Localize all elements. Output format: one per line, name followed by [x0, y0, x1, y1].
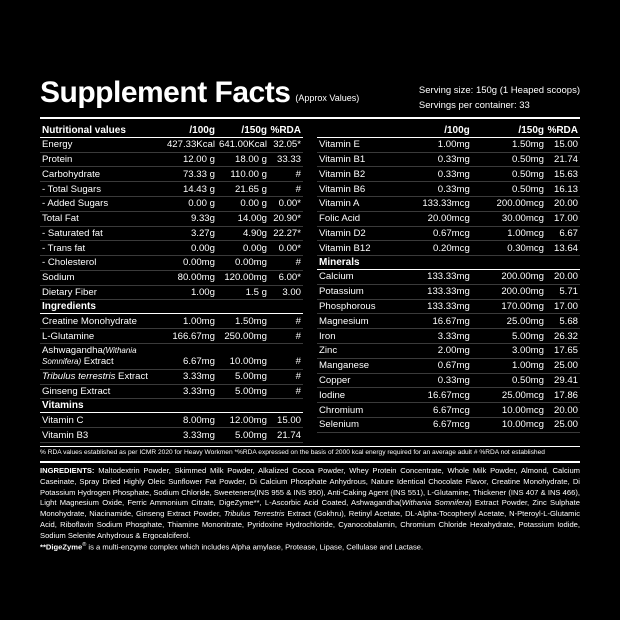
row-100g: 166.67mg [167, 329, 215, 344]
row-label: Creatine Monohydrate [40, 314, 167, 329]
col-header-name [317, 123, 401, 137]
row-150g: 120.00mg [215, 270, 267, 285]
row-150g: 110.00 g [215, 167, 267, 182]
table-row [40, 369, 303, 384]
row-label: Chromium [317, 403, 401, 418]
row-100g: 80.00mg [167, 270, 215, 285]
table-row [317, 358, 580, 373]
table-row [40, 384, 303, 399]
row-100g: 8.00mg [167, 413, 215, 428]
col-header-150g: /150g [470, 123, 544, 137]
col-header-name: Nutritional values [40, 123, 167, 137]
row-150g: 1.00mg [470, 358, 544, 373]
header-divider [40, 117, 580, 119]
row-rda: 15.00 [544, 137, 580, 152]
row-100g: 14.43 g [167, 182, 215, 197]
row-label: Sodium [40, 270, 167, 285]
row-rda: 17.00 [544, 211, 580, 226]
row-100g: 3.33mg [401, 329, 469, 344]
row-rda: 6.00* [267, 270, 303, 285]
left-column [40, 123, 310, 442]
row-rda: 22.27* [267, 226, 303, 241]
row-label-main: Ashwagandha [42, 345, 103, 357]
table-row [40, 152, 303, 167]
row-rda: 21.74 [267, 428, 303, 443]
row-rda: 6.67 [544, 226, 580, 241]
row-rda: 25.00 [544, 417, 580, 432]
row-100g: 20.00mcg [401, 211, 469, 226]
row-150g: 5.00mg [215, 369, 267, 384]
row-100g: 6.67mg [167, 343, 215, 369]
nutritional-values-table [40, 123, 303, 442]
row-rda: 0.00* [267, 196, 303, 211]
row-label: Vitamin B1 [317, 152, 401, 167]
row-150g: 641.00Kcal [215, 137, 267, 152]
table-row [40, 270, 303, 285]
panel-body [40, 78, 580, 553]
row-rda: 15.00 [267, 413, 303, 428]
row-rda: # [267, 314, 303, 329]
row-rda: 29.41 [544, 373, 580, 388]
row-150g: 14.00g [215, 211, 267, 226]
table-row [317, 152, 580, 167]
row-label: Total Fat [40, 211, 167, 226]
section-label: Minerals [317, 256, 401, 270]
row-label: Manganese [317, 358, 401, 373]
serving-size: Serving size: 150g (1 Heaped scoops) [418, 85, 580, 96]
table-row [317, 137, 580, 152]
row-100g: 133.33mg [401, 299, 469, 314]
table-row [317, 388, 580, 403]
table-row [317, 167, 580, 182]
micronutrients-table [317, 123, 580, 432]
col-header-rda: %RDA [267, 123, 303, 137]
row-rda: 16.13 [544, 182, 580, 197]
row-rda: 32.05* [267, 137, 303, 152]
row-150g: 25.00mg [470, 314, 544, 329]
table-header-row [40, 123, 303, 137]
row-150g: 250.00mg [215, 329, 267, 344]
row-100g: 6.67mcg [401, 417, 469, 432]
row-150g: 1.50mg [470, 137, 544, 152]
row-label [40, 369, 167, 384]
row-150g: 3.00mg [470, 343, 544, 358]
col-header-150g: /150g [215, 123, 267, 137]
row-100g: 133.33mcg [401, 196, 469, 211]
row-100g: 0.33mg [401, 182, 469, 197]
row-100g: 133.33mg [401, 284, 469, 299]
table-row [317, 211, 580, 226]
row-100g: 3.27g [167, 226, 215, 241]
table-row [40, 428, 303, 443]
row-100g: 1.00mg [401, 137, 469, 152]
row-150g: 200.00mg [470, 270, 544, 285]
ingredients-text-3: Extract (Gokhru), Retinyl Acetate, DL-Alpha-Tocopheryl Acetate, N-Pteroyl-L-Glutamic Acid, Riboflavin Sodium Phosphate, Thiamine Mononitrate, Pyridoxine Hydrochloride, Cyanocobalamin, Chromium Chloride Hexahydrate, Potassium Iodide, Sodium Selenite Anhydrous & Ergocalciferol. [40, 509, 580, 540]
table-row [40, 182, 303, 197]
table-row [317, 373, 580, 388]
row-label: Vitamin C [40, 413, 167, 428]
row-150g: 0.50mg [470, 182, 544, 197]
row-rda: 20.00 [544, 196, 580, 211]
row-label: Potassium [317, 284, 401, 299]
row-rda: 26.32 [544, 329, 580, 344]
ingredients-latin-1: Withania Somnifera [401, 498, 470, 508]
ingredients-text-1: Maltodextrin Powder, Skimmed Milk Powder, Alkalized Cocoa Powder, Whey Protein Concentrate, Whole Milk Powder, Almond, Calcium Caseinate, Spray Dried Highly Oleic Sunflower Fat Powder, Di Calcium Phosphate Anhydrous, Nature Identical Chocolate Flavor, Creatine Monohydrate, Di Potassium Hydrogen Phosphate, Sodium Chloride, Sweeteners(INS 955 & INS 950), Anti-Caking Agent (INS 551), L-Glutamine, Thickener (INS 407 & INS 466), Light Magnesium Oxide, Ferric Ammonium Citrate, DigeZyme**, L-Ascorbic Acid Coated, Ashwagandha( [40, 466, 580, 508]
table-header-row [317, 123, 580, 137]
table-row [40, 196, 303, 211]
row-rda: # [267, 384, 303, 399]
row-150g: 5.00mg [215, 384, 267, 399]
row-label: Magnesium [317, 314, 401, 329]
row-150g: 10.00mg [215, 343, 267, 369]
row-150g: 0.30mcg [470, 241, 544, 256]
row-100g: 0.33mg [401, 152, 469, 167]
section-label: Ingredients [40, 300, 167, 314]
digezyme-footnote [40, 542, 580, 553]
row-150g: 170.00mg [470, 299, 544, 314]
row-rda: 21.74 [544, 152, 580, 167]
row-100g: 0.20mcg [401, 241, 469, 256]
row-100g: 1.00mg [167, 314, 215, 329]
row-rda: 25.00 [544, 358, 580, 373]
title-group [40, 78, 359, 108]
row-100g: 1.00g [167, 285, 215, 300]
row-label: Zinc [317, 343, 401, 358]
row-150g: 12.00mg [215, 413, 267, 428]
row-label: Protein [40, 152, 167, 167]
table-row [317, 403, 580, 418]
row-100g: 0.00g [167, 241, 215, 256]
ingredients-latin-2: Tribulus Terrestris [223, 509, 285, 519]
row-label: Vitamin B12 [317, 241, 401, 256]
col-header-100g: /100g [401, 123, 469, 137]
row-label: Iodine [317, 388, 401, 403]
row-rda: 17.65 [544, 343, 580, 358]
row-150g: 1.00mcg [470, 226, 544, 241]
row-150g: 1.50mg [215, 314, 267, 329]
table-row [317, 241, 580, 256]
row-150g: 30.00mcg [470, 211, 544, 226]
row-150g: 200.00mcg [470, 196, 544, 211]
table-row [40, 343, 303, 369]
row-rda: 20.90* [267, 211, 303, 226]
row-label: Copper [317, 373, 401, 388]
section-label: Vitamins [40, 399, 167, 413]
table-row [317, 226, 580, 241]
nutrition-columns [40, 123, 580, 442]
row-100g: 0.33mg [401, 373, 469, 388]
row-150g: 0.00 g [215, 196, 267, 211]
row-label: Vitamin B3 [40, 428, 167, 443]
row-100g: 3.33mg [167, 384, 215, 399]
row-label: L-Glutamine [40, 329, 167, 344]
row-rda: 17.86 [544, 388, 580, 403]
table-row [317, 329, 580, 344]
row-rda: 20.00 [544, 403, 580, 418]
serving-info [419, 78, 580, 113]
table-row [40, 329, 303, 344]
row-100g: 2.00mg [401, 343, 469, 358]
row-label: Vitamin B6 [317, 182, 401, 197]
row-label [40, 343, 167, 369]
row-100g: 0.00 g [167, 196, 215, 211]
row-label: - Cholesterol [40, 256, 167, 271]
row-150g: 5.00mg [470, 329, 544, 344]
right-column [310, 123, 580, 442]
row-rda: 5.68 [544, 314, 580, 329]
row-rda: # [267, 343, 303, 369]
approx-values-note: (Approx Values) [295, 93, 360, 103]
row-150g: 1.5 g [215, 285, 267, 300]
row-150g: 21.65 g [215, 182, 267, 197]
row-label: Iron [317, 329, 401, 344]
registered-mark: ® [82, 541, 87, 548]
row-label: Ginseng Extract [40, 384, 167, 399]
row-150g: 25.00mcg [470, 388, 544, 403]
table-row [317, 284, 580, 299]
row-150g: 0.50mg [470, 152, 544, 167]
row-rda: 15.63 [544, 167, 580, 182]
row-rda: # [267, 369, 303, 384]
row-rda: 13.64 [544, 241, 580, 256]
row-100g: 133.33mg [401, 270, 469, 285]
ingredients-label: INGREDIENTS: [40, 466, 95, 476]
row-100g: 0.00mg [167, 256, 215, 271]
table-row [317, 343, 580, 358]
table-row [40, 167, 303, 182]
table-row [317, 196, 580, 211]
row-label: Selenium [317, 417, 401, 432]
table-row [40, 285, 303, 300]
table-row [317, 270, 580, 285]
row-label: Dietary Fiber [40, 285, 167, 300]
row-100g: 16.67mg [401, 314, 469, 329]
table-row [317, 182, 580, 197]
table-row [40, 137, 303, 152]
row-100g: 9.33g [167, 211, 215, 226]
row-rda: # [267, 167, 303, 182]
row-label: Vitamin B2 [317, 167, 401, 182]
row-label: Energy [40, 137, 167, 152]
row-label: - Total Sugars [40, 182, 167, 197]
row-rda: # [267, 182, 303, 197]
row-150g: 4.90g [215, 226, 267, 241]
col-header-100g: /100g [167, 123, 215, 137]
row-100g: 3.33mg [167, 428, 215, 443]
ingredients-text-2: ) Extract Powder, Zinc Sulphate Monohydrate, Niacinamide, Ginseng Extract Powder, [40, 498, 580, 519]
row-label-latin: (Withania Somnifera) [42, 346, 137, 367]
row-label: Vitamin A [317, 196, 401, 211]
row-150g: 0.50mg [470, 167, 544, 182]
row-100g: 16.67mcg [401, 388, 469, 403]
row-150g: 200.00mg [470, 284, 544, 299]
digezyme-label: **DigeZyme [40, 542, 83, 552]
row-150g: 10.00mcg [470, 403, 544, 418]
row-100g: 427.33Kcal [166, 139, 215, 151]
ingredients-paragraph [40, 461, 580, 553]
row-150g: 0.00g [215, 241, 267, 256]
row-label: Calcium [317, 270, 401, 285]
col-header-rda: %RDA [544, 123, 580, 137]
table-row [317, 417, 580, 432]
row-rda: # [267, 329, 303, 344]
row-150g: 10.00mcg [470, 417, 544, 432]
table-row [40, 211, 303, 226]
row-rda: 17.00 [544, 299, 580, 314]
row-rda: 33.33 [267, 152, 303, 167]
row-100g: 12.00 g [167, 152, 215, 167]
row-label: Vitamin D2 [317, 226, 401, 241]
table-row [317, 299, 580, 314]
row-150g: 0.00mg [215, 256, 267, 271]
row-100g: 0.33mg [401, 167, 469, 182]
row-label: - Added Sugars [40, 196, 167, 211]
row-label-tail: Extract [81, 356, 114, 368]
row-label: Vitamin E [317, 137, 401, 152]
row-rda: 5.71 [544, 284, 580, 299]
table-row [317, 314, 580, 329]
row-label: - Saturated fat [40, 226, 167, 241]
row-label: - Trans fat [40, 241, 167, 256]
row-150g: 5.00mg [215, 428, 267, 443]
section-header-vitamins [40, 399, 303, 413]
row-100g: 0.67mg [401, 358, 469, 373]
row-100g: 73.33 g [167, 167, 215, 182]
page-title: Supplement Facts [40, 76, 291, 109]
section-header-minerals [317, 256, 580, 270]
table-row [40, 226, 303, 241]
table-row [40, 413, 303, 428]
row-100g: 0.67mcg [401, 226, 469, 241]
row-label-tail: Extract [115, 371, 148, 383]
row-rda: # [267, 256, 303, 271]
table-row [40, 256, 303, 271]
table-row [40, 241, 303, 256]
digezyme-text: is a multi-enzyme complex which includes Alpha amylase, Protease, Lipase, Cellulase and Lactase. [86, 542, 424, 552]
row-100g: 6.67mcg [401, 403, 469, 418]
servings-per-container: Servings per container: 33 [418, 99, 530, 111]
row-100g: 3.33mg [167, 369, 215, 384]
row-rda: 0.00* [267, 241, 303, 256]
row-label: Carbohydrate [40, 167, 167, 182]
row-150g: 0.50mg [470, 373, 544, 388]
row-label: Phosphorous [317, 299, 401, 314]
row-rda: 20.00 [544, 270, 580, 285]
row-rda: 3.00 [267, 285, 303, 300]
row-label: Folic Acid [317, 211, 401, 226]
panel-header [40, 78, 580, 113]
section-header-ingredients [40, 300, 303, 314]
row-150g: 18.00 g [215, 152, 267, 167]
table-row [40, 314, 303, 329]
row-label-latin: Tribulus terrestris [42, 371, 116, 383]
rda-footnote: % RDA values established as per ICMR 2020 for Heavy Workmen *%RDA expressed on the basis of 2000 kcal energy required for an average adult # %RDA not established [40, 446, 580, 457]
